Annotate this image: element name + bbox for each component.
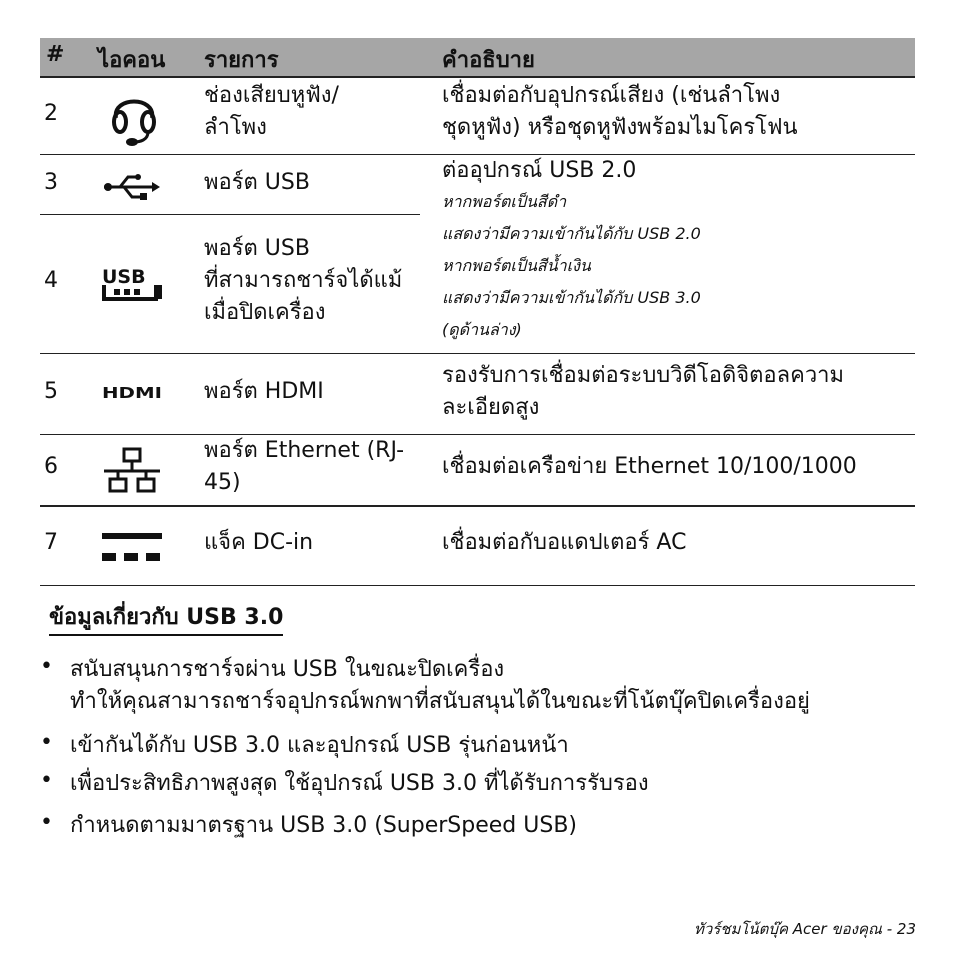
item-line: ลำโพง <box>204 115 267 140</box>
row-number: 2 <box>44 101 58 126</box>
bullet-dot: • <box>40 768 53 793</box>
row-number: 3 <box>44 170 58 195</box>
bullet-text: เพื่อประสิทธิภาพสูงสุด ใช้อุปกรณ์ USB 3.0 ที่ได้รับการรับรอง <box>70 771 649 796</box>
page-footer: ทัวร์ชมโน้ตบุ๊ค Acer ของคุณ - 23 <box>693 920 916 938</box>
header-item: รายการ <box>204 48 279 73</box>
desc-line: รองรับการเชื่อมต่อระบบวิดีโอดิจิตอลความ <box>442 363 845 388</box>
item-line: ช่องเสียบหูฟัง/ <box>204 83 339 108</box>
bullet-text: กำหนดตามมาตรฐาน USB 3.0 (SuperSpeed USB) <box>70 813 577 838</box>
bullet-dot: • <box>40 810 53 835</box>
item-text <box>204 527 438 559</box>
item-line: 45) <box>204 470 241 495</box>
item-text <box>204 167 438 199</box>
item-line: ที่สามารถชาร์จได้แม้ <box>204 268 403 293</box>
item-text <box>204 376 438 408</box>
bullet-dot: • <box>40 730 53 755</box>
note-line: หากพอร์ตเป็นสีดำ <box>442 192 567 211</box>
note-line: แสดงว่ามีความเข้ากันได้กับ USB 3.0 <box>442 288 701 307</box>
row-number: 6 <box>44 454 58 479</box>
note-line: หากพอร์ตเป็นสีน้ำเงิน <box>442 256 591 275</box>
note-line: แสดงว่ามีความเข้ากันได้กับ USB 2.0 <box>442 224 701 243</box>
item-text <box>204 435 438 499</box>
item-line: แจ็ค DC-in <box>204 530 314 555</box>
item-line: พอร์ต HDMI <box>204 379 324 404</box>
bullet-text <box>70 654 810 718</box>
bullet-line: สนับสนุนการชาร์จผ่าน USB ในขณะปิดเครื่อง <box>70 657 505 682</box>
header-icon: ไอคอน <box>98 48 166 73</box>
headset-icon <box>108 86 160 148</box>
table-row <box>40 215 915 353</box>
desc-line: เชื่อมต่อกับอแดปเตอร์ AC <box>442 530 687 555</box>
table-header <box>40 38 915 78</box>
desc-text <box>442 451 915 483</box>
table-bottom-border <box>40 585 915 586</box>
desc-line: เชื่อมต่อกับอุปกรณ์เสียง (เช่นลำโพง <box>442 83 781 108</box>
desc-text <box>442 80 915 144</box>
header-num: # <box>46 42 65 67</box>
desc-text <box>442 360 915 424</box>
ethernet-icon <box>102 447 162 495</box>
usb-charge-icon <box>100 263 166 303</box>
usb30-section-title: ข้อมูลเกี่ยวกับ USB 3.0 <box>49 604 283 636</box>
bullet-dot: • <box>40 654 53 679</box>
table-row <box>40 78 915 154</box>
row-number: 7 <box>44 530 58 555</box>
item-line: พอร์ต USB <box>204 236 310 261</box>
item-line: พอร์ต Ethernet (RJ- <box>204 438 405 463</box>
desc-line: ชุดหูฟัง) หรือชุดหูฟังพร้อมไมโครโฟน <box>442 115 798 140</box>
table-row <box>40 507 915 585</box>
bullet-line: ทำให้คุณสามารถชาร์จอุปกรณ์พกพาที่สนับสนุนได้ในขณะที่โน้ตบุ๊คปิดเครื่องอยู่ <box>70 689 810 714</box>
hdmi-label: HDMI <box>102 384 162 402</box>
item-text <box>204 80 438 144</box>
desc-text <box>442 527 915 559</box>
table-row <box>40 435 915 505</box>
header-desc: คำอธิบาย <box>442 48 535 73</box>
ports-table <box>40 38 915 555</box>
item-line: เมื่อปิดเครื่อง <box>204 300 326 325</box>
desc-line: ต่ออุปกรณ์ USB 2.0 <box>442 158 637 183</box>
row-number: 4 <box>44 268 58 293</box>
item-line: พอร์ต USB <box>204 170 310 195</box>
usb-icon <box>102 173 162 203</box>
dc-in-icon <box>102 531 162 565</box>
bullet-text: เข้ากันได้กับ USB 3.0 และอุปกรณ์ USB รุ่นก่อนหน้า <box>70 733 569 758</box>
desc-line: ละเอียดสูง <box>442 395 540 420</box>
hdmi-icon <box>102 384 164 402</box>
table-row <box>40 354 915 434</box>
row-number: 5 <box>44 379 58 404</box>
item-text <box>204 233 438 329</box>
note-line: (ดูด้านล่าง) <box>442 320 522 339</box>
desc-text <box>442 155 915 187</box>
usb-charge-label: USB <box>102 266 146 288</box>
desc-line: เชื่อมต่อเครือข่าย Ethernet 10/100/1000 <box>442 454 857 479</box>
